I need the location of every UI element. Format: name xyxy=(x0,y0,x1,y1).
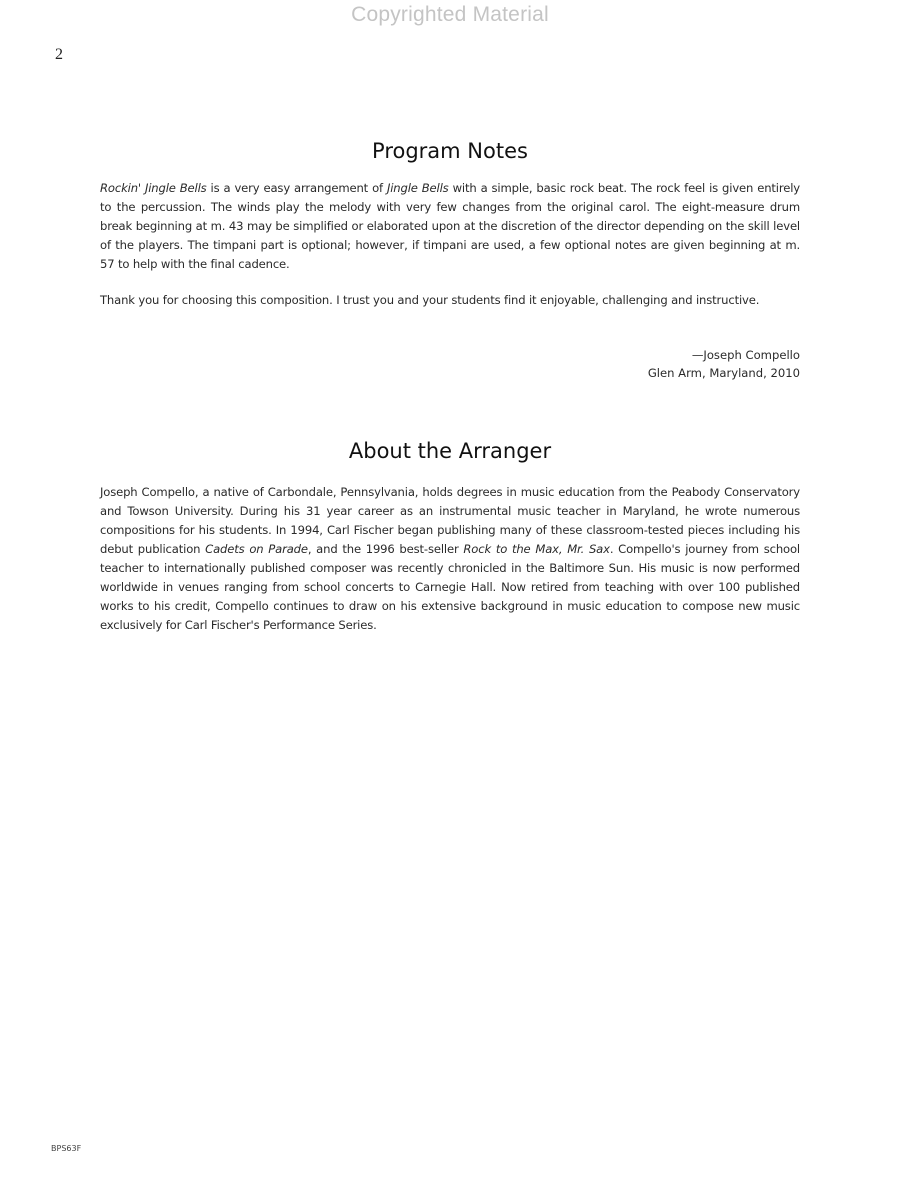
copyright-watermark: Copyrighted Material xyxy=(351,3,549,26)
catalog-number: BPS63F xyxy=(51,1144,82,1153)
program-notes-paragraph xyxy=(100,179,800,274)
program-notes-title: Program Notes xyxy=(372,139,528,163)
thank-you-paragraph: Thank you for choosing this composition. I trust you and your students find it enjoyable, challenging and instructive. xyxy=(100,293,760,307)
about-arranger-title: About the Arranger xyxy=(348,439,552,463)
signature-name: —Joseph Compello xyxy=(691,348,800,362)
signature-block xyxy=(648,346,800,382)
text-segment: with a simple, basic rock beat. The rock feel is given entirely to the percussion. The winds play the melody with very few changes from the original carol. The eight-measure drum break beginning at m. 43 may be simplified or elaborated upon at the discretion of the director depending on the skill level of the players. The timpani part is optional; however, if timpani are used, a few optional notes are given beginning at m. 57 to help with the final cadence. xyxy=(100,181,801,271)
text-segment: . Compello's journey from school teacher to internationally published composer was recently chronicled in the Baltimore Sun. His music is now performed worldwide in venues ranging from school concerts to Carnegie Hall. Now retired from teaching with over 100 published works to his credit, Compello continues to draw on his extensive background in music education to compose new music exclusively for Carl Fischer's Performance Series. xyxy=(100,542,800,632)
about-arranger-paragraph xyxy=(100,483,800,635)
text-segment: is a very easy arrangement of xyxy=(206,181,387,195)
text-segment: Joseph Compello, a native of Carbondale, Pennsylvania, holds degrees in music education from the Peabody Conservatory and Towson University. During his 31 year career as an instrumental music teacher in Maryland, he wrote numerous compositions for his students. In 1994, Carl Fischer began publishing many of these classroom-tested pieces including his debut publication xyxy=(100,485,800,556)
carol-title: Jingle Bells xyxy=(386,181,449,195)
page-number: 2 xyxy=(55,46,63,63)
signature-place: Glen Arm, Maryland, 2010 xyxy=(647,366,800,380)
text-segment: , and the 1996 best-seller xyxy=(307,542,464,556)
work-title: Rockin' Jingle Bells xyxy=(100,181,207,195)
work-title: Rock to the Max, Mr. Sax xyxy=(463,542,610,556)
work-title: Cadets on Parade xyxy=(205,542,308,556)
